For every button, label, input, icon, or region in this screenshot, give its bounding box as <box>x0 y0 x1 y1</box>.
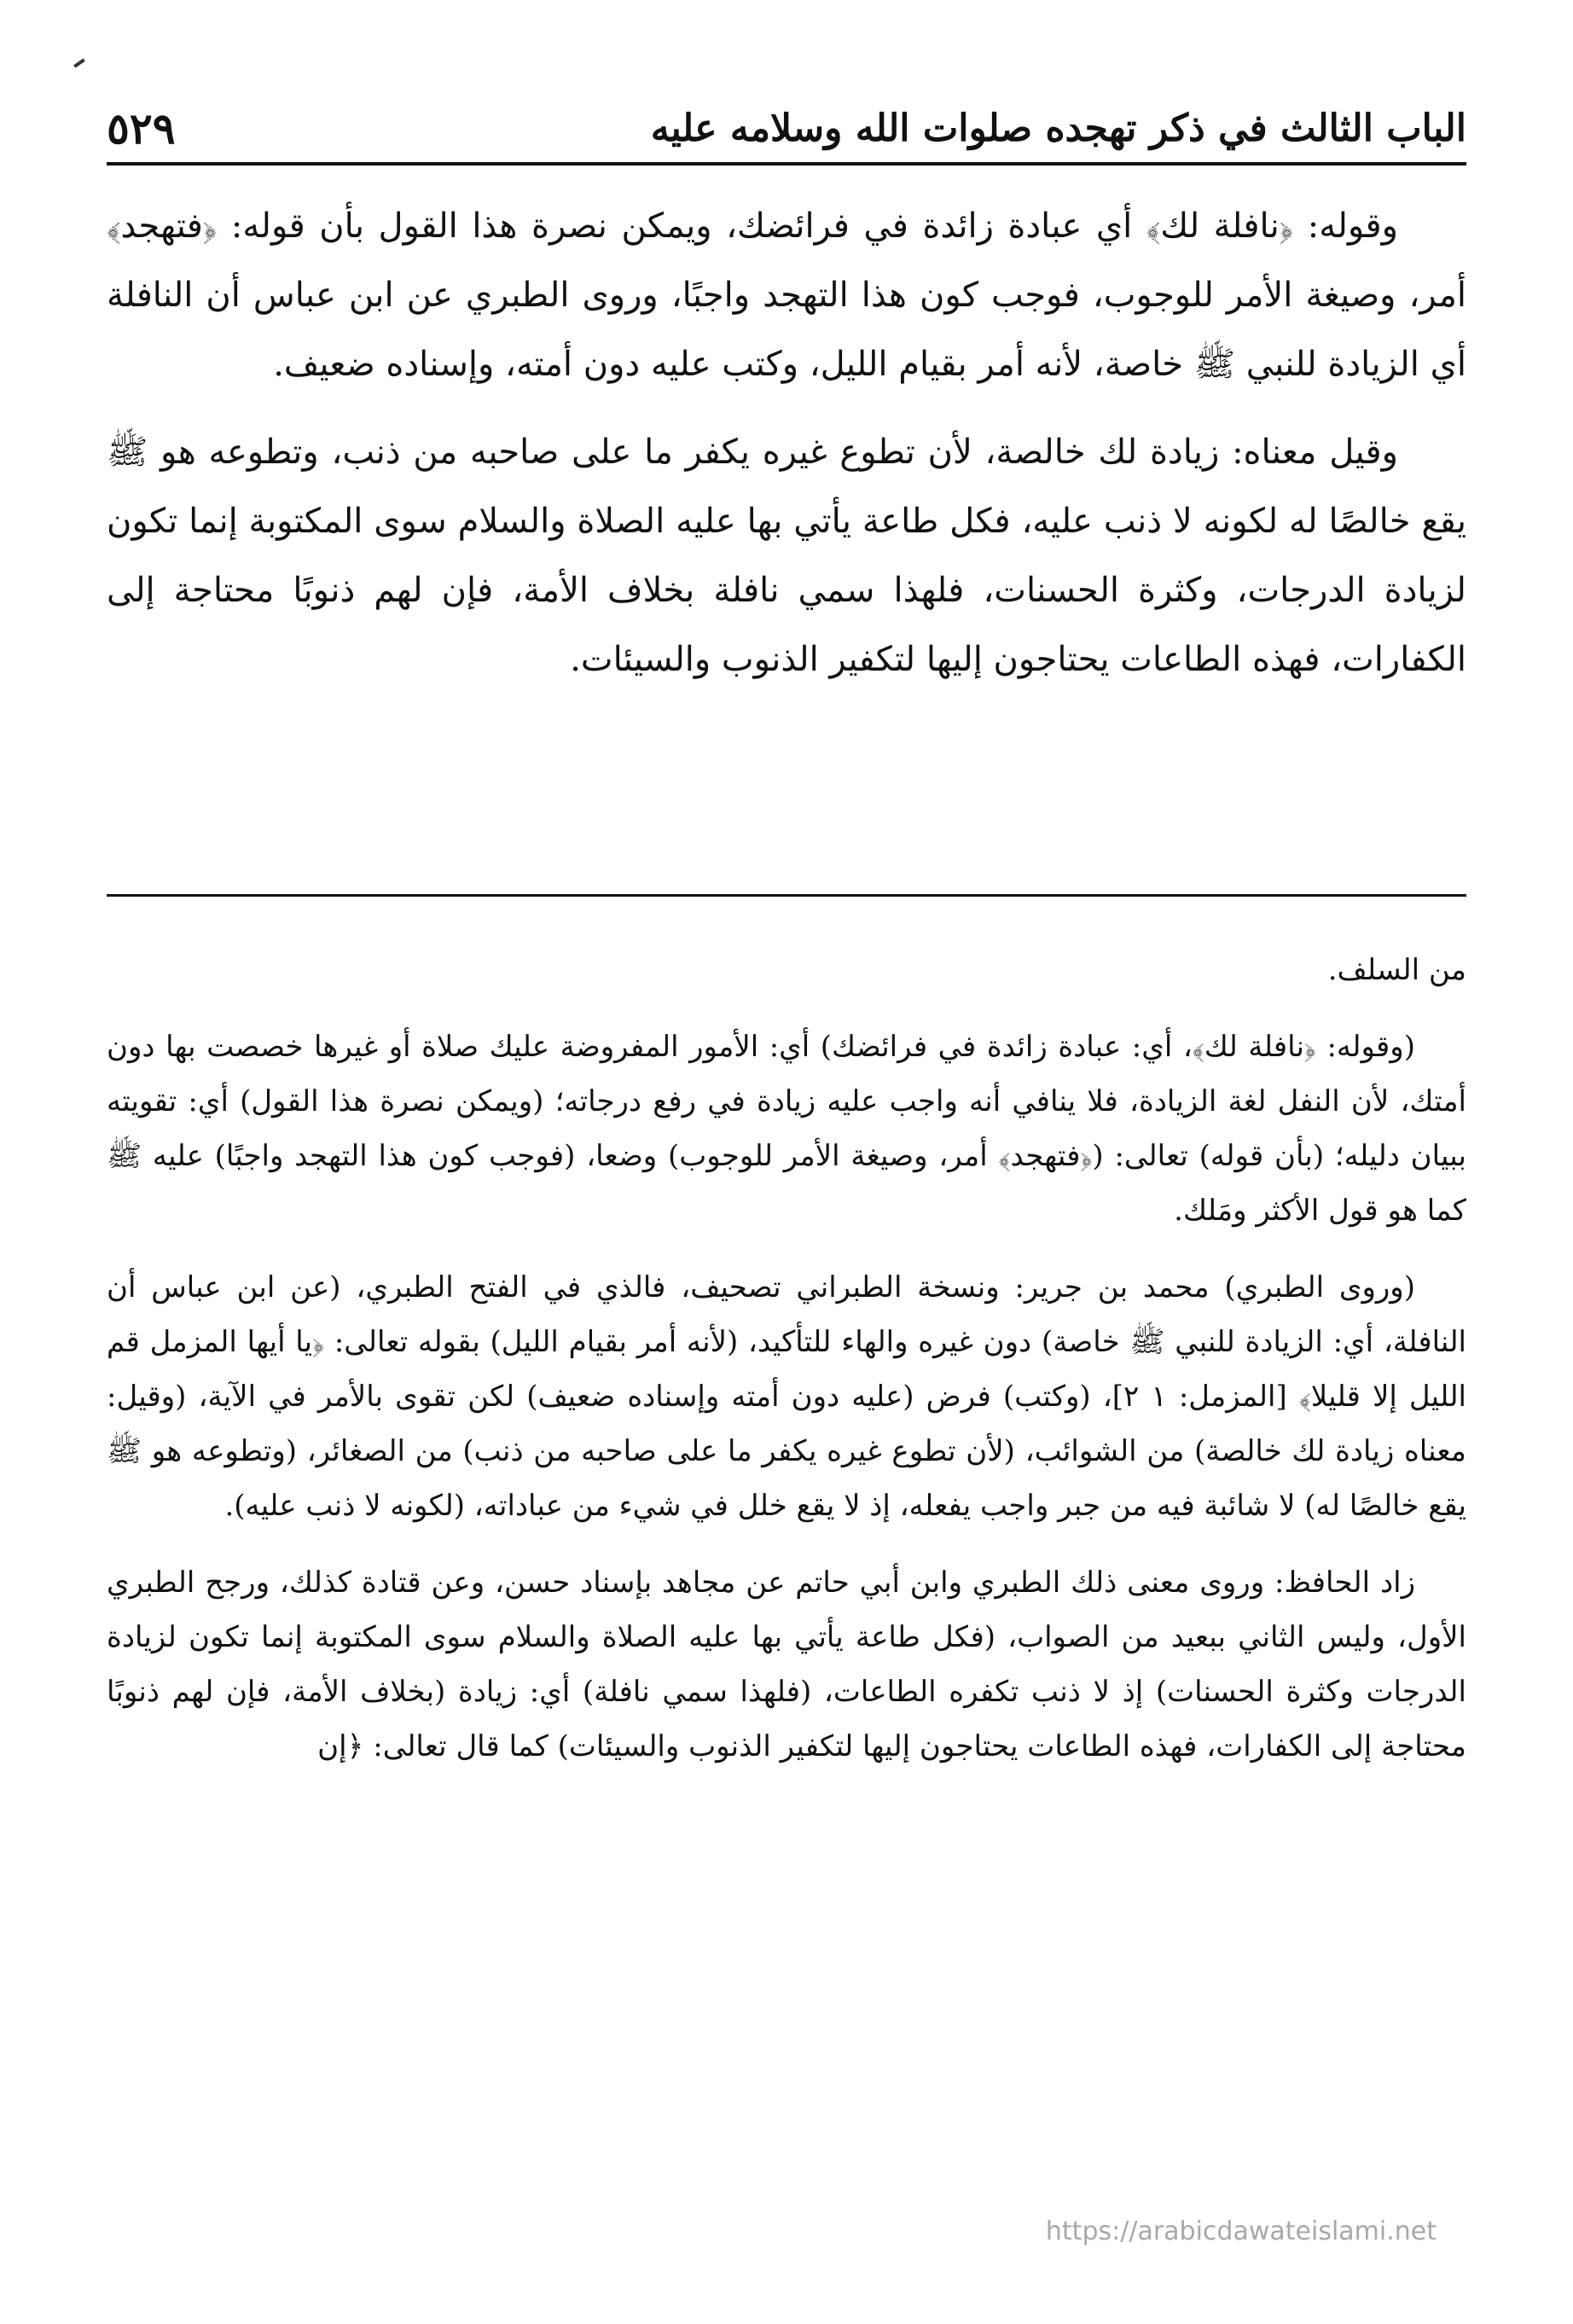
main-paragraph: وقيل معناه: زيادة لك خالصة، لأن تطوع غيره يكفر ما على صاحبه من ذنب، وتطوعه هو ﷺ يقع خالصًا له لكونه لا ذنب عليه، فكل طاعة يأتي بها عليه الصلاة والسلام سوى المكتوبة إنما تكون لزيادة الدرجات، وكثرة الحسنات، فلهذا سمي نافلة بخلاف الأمة، فإن لهم ذنوبًا محتاجة إلى الكفارات، فهذه الطاعات يحتاجون إليها لتكفير الذنوب والسيئات. <box>107 433 1467 679</box>
commentary-paragraph: زاد الحافظ: وروى معنى ذلك الطبري وابن أبي حاتم عن مجاهد بإسناد حسن، وعن قتادة كذلك، ورجح الطبري الأول، وليس الثاني ببعيد من الصواب، (فكل طاعة يأتي بها عليه الصلاة والسلام سوى المكتوبة إنما تكون لزيادة الدرجات وكثرة الحسنات) إذ لا ذنب تكفره الطاعات، (فلهذا سمي نافلة) أي: زيادة (بخلاف الأمة، فإن لهم ذنوبًا محتاجة إلى الكفارات، فهذه الطاعات يحتاجون إليها لتكفير الذنوب والسيئات) كما قال تعالى: ﴿إن <box>107 1566 1466 1763</box>
main-text <box>107 192 1466 713</box>
margin-mark <box>73 58 85 67</box>
chapter-title: الباب الثالث في ذكر تهجده صلوات الله وسلامه عليه <box>650 107 1466 150</box>
commentary-paragraph: من السلف. <box>1327 953 1466 987</box>
commentary-text <box>107 943 1466 1796</box>
footnote-divider <box>107 894 1466 897</box>
main-paragraph: وقوله: ﴿نافلة لك﴾ أي عبادة زائدة في فرائضك، ويمكن نصرة هذا القول بأن قوله: ﴿فتهجد﴾ أمر، وصيغة الأمر للوجوب، فوجب كون هذا التهجد واجبًا، وروى الطبري عن ابن عباس أن النافلة أي الزيادة للنبي ﷺ خاصة، لأنه أمر بقيام الليل، وكتب عليه دون أمته، وإسناده ضعيف. <box>107 206 1466 384</box>
page-number: ٥٢٩ <box>107 103 176 154</box>
commentary-paragraph: (وروى الطبري) محمد بن جرير: ونسخة الطبراني تصحيف، فالذي في الفتح الطبري، (عن ابن عباس أن النافلة، أي: الزيادة للنبي ﷺ خاصة) دون غيره والهاء للتأكيد، (لأنه أمر بقيام الليل) بقوله تعالى: ﴿يا أيها المزمل قم الليل إلا قليلا﴾ [المزمل: ١ ٢]، (وكتب) فرض (عليه دون أمته وإسناده ضعيف) لكن تقوى بالأمر في الآية، (وقيل: معناه زيادة لك خالصة) من الشوائب، (لأن تطوع غيره يكفر ما على صاحبه من ذنب) من الصغائر، (وتطوعه هو ﷺ يقع خالصًا له) لا شائبة فيه من جبر واجب يفعله، إذ لا يقع خلل في شيء من عباداته، (لكونه لا ذنب عليه). <box>107 1270 1467 1523</box>
page-header <box>107 85 1466 166</box>
watermark-url: https://arabicdawateislami.net <box>1045 2217 1437 2246</box>
commentary-paragraph: (وقوله: ﴿نافلة لك﴾، أي: عبادة زائدة في فرائضك) أي: الأمور المفروضة عليك صلاة أو غيرها خصصت بها دون أمتك، لأن النفل لغة الزيادة، فلا ينافي أنه واجب عليه زيادة في رفع درجاته؛ (ويمكن نصرة هذا القول) أي: تقويته ببيان دليله؛ (بأن قوله) تعالى: (﴿فتهجد﴾ أمر، وصيغة الأمر للوجوب) وضعا، (فوجب كون هذا التهجد واجبًا) عليه ﷺ كما هو قول الأكثر ومَلك. <box>107 1030 1466 1228</box>
